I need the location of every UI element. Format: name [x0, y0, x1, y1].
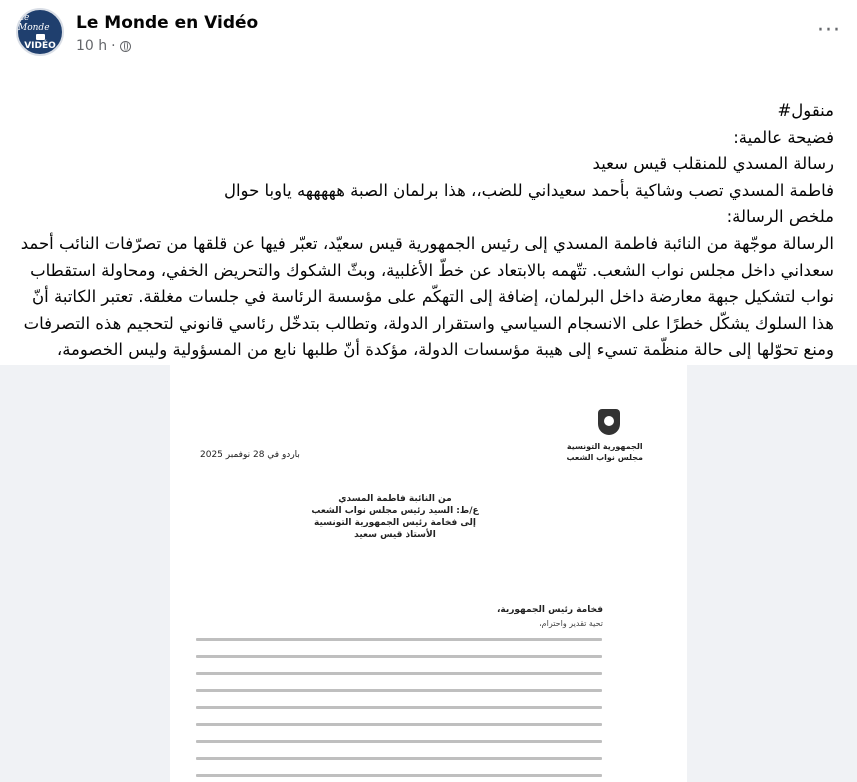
letter-body-line [196, 774, 602, 777]
letter-body-line [196, 706, 602, 709]
avatar-text-line2: VIDÉO [24, 41, 56, 51]
letter-recipient-name: الأستاذ قيس سعيد [354, 530, 436, 540]
post-text-paragraph: الرسالة موجّهة من النائبة فاطمة المسدي إلى رئيس الجمهورية قيس سعيّد، تعبّر فيها عن قلقها من تصرّفات النائب أحمد سعداني داخل مجلس نواب الشعب. تتّهمه بالابتعاد عن خطّ الأغلبية، وبثّ الشكوك والتحريض الخفي، ومحاولة استقطاب نواب لتشكيل جبهة معارضة داخل البرلمان، إضافة إلى التهكّم على مؤسسة الرئاسة في جلسات مغلقة. تعتبر الكاتبة أنّ هذا السلوك يشكّل خطرًا على الانسجام السياسي واستقرار الدولة، وتطالب بتدخّل رئاسي قانوني لتحجيم هذه التصرفات ومنع تحوّلها إلى حالة منظّمة تسيء إلى هيبة مؤسسات الدولة، مؤكدة أنّ طلبها نابع من المسؤولية وليس الخصومة، [20, 233, 834, 360]
post-header [16, 8, 841, 64]
post-text [16, 98, 834, 391]
letter-body-line [196, 672, 602, 675]
letterhead-parliament: مجلس نواب الشعب [566, 453, 643, 462]
post-text-line: منقول# [777, 101, 834, 120]
letter-body-line [196, 638, 602, 641]
letterhead [566, 441, 643, 463]
post-text-line: ملخص الرسالة: [726, 207, 834, 227]
letter-body-line [196, 740, 602, 743]
post-text-line: فاطمة المسدي تصب وشاكية بأحمد سعيداني للضب،، هذا برلمان الصبة هههههه ياوبا حوال [223, 180, 834, 200]
post-image[interactable] [0, 365, 857, 782]
letter-body-line [196, 723, 602, 726]
letter-address-block [265, 493, 525, 541]
more-options-button[interactable]: ··· [817, 18, 841, 43]
letter-document [170, 365, 687, 782]
letter-body [196, 638, 602, 782]
camera-icon [36, 34, 45, 40]
page-name-link[interactable]: Le Monde en Vidéo [76, 13, 259, 33]
post-text-line: فضيحة عالمية: [733, 127, 834, 147]
tunisia-emblem-icon [598, 409, 620, 435]
avatar-text-line1: Le Monde [18, 13, 50, 33]
post-meta [76, 38, 131, 54]
globe-icon[interactable] [120, 41, 131, 52]
letter-body-line [196, 689, 602, 692]
letter-to: إلى فخامة رئيس الجمهورية التونسية [314, 518, 476, 528]
letter-body-line [196, 655, 602, 658]
letter-body-line [196, 757, 602, 760]
letter-from: من النائبة فاطمة المسدي [338, 494, 452, 504]
post-text-line: رسالة المسدي للمنقلب قيس سعيد [592, 154, 834, 174]
post-timestamp[interactable]: 10 h [76, 38, 108, 54]
page-avatar[interactable] [16, 8, 64, 56]
letter-salutation: فخامة رئيس الجمهورية، [496, 605, 603, 615]
meta-separator: · [111, 38, 116, 54]
letter-greeting: تحية تقدير واحترام، [539, 619, 603, 628]
letter-date: باردو في 28 نوفمبر 2025 [200, 450, 300, 460]
letterhead-republic: الجمهورية التونسية [566, 442, 643, 451]
letter-via: ع/ط: السيد رئيس مجلس نواب الشعب [311, 506, 479, 516]
